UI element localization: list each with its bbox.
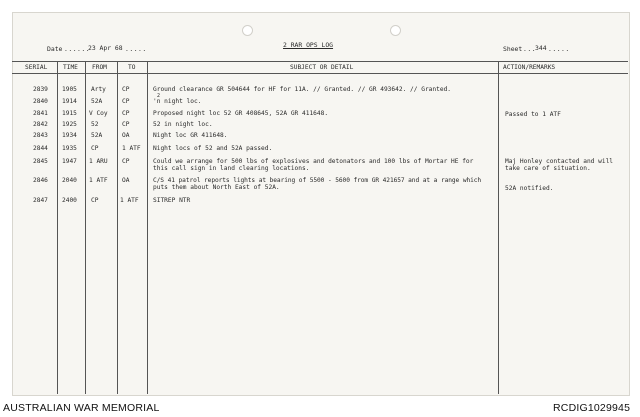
date-value: 23 Apr 68 (88, 44, 123, 52)
sheet-dots-right: ..... (548, 45, 570, 53)
to-cell: 1 ATF (122, 145, 141, 152)
time-cell: 1935 (62, 145, 77, 152)
to-cell: CP (122, 158, 130, 165)
date-label: Date (47, 45, 63, 53)
column-header-from: FROM (92, 64, 107, 71)
to-cell: CP (122, 98, 130, 105)
from-cell: 52A (91, 132, 103, 139)
serial-cell: 2847 (33, 197, 48, 204)
from-cell: 1 ATF (89, 177, 108, 184)
from-cell: 52 (91, 121, 99, 128)
subject-cell-cont: puts them about North East of 52A. (153, 184, 280, 191)
time-cell: 1925 (62, 121, 77, 128)
column-divider (147, 61, 148, 394)
column-header-action: ACTION/REMARKS (503, 64, 556, 71)
time-cell: 2040 (62, 177, 77, 184)
date-dots-left: ...... (64, 45, 91, 53)
time-cell: 1914 (62, 98, 77, 105)
column-divider (85, 61, 86, 394)
column-header-time: TIME (63, 64, 78, 71)
to-cell: OA (122, 132, 130, 139)
serial-cell: 2839 (33, 86, 48, 93)
to-cell: CP (122, 110, 130, 117)
subject-cell: Could we arrange for 500 lbs of explosives and detonators and 100 lbs of Mortar HE for (153, 158, 474, 165)
subject-cell: 52 in night loc. (153, 121, 213, 128)
table-header-rule (12, 73, 628, 74)
from-cell: V Coy (89, 110, 108, 117)
serial-cell: 2843 (33, 132, 48, 139)
action-cell: 52A notified. (505, 185, 554, 192)
from-cell: CP (91, 145, 99, 152)
date-dots-right: ..... (125, 45, 147, 53)
serial-cell: 2846 (33, 177, 48, 184)
from-cell: 52A (91, 98, 103, 105)
serial-cell: 2842 (33, 121, 48, 128)
action-cell: Passed to 1 ATF (505, 111, 561, 118)
subject-cell: C/S 41 patrol reports lights at bearing of 5500 - 5600 from GR 421657 and at a range which (153, 177, 482, 184)
archive-reference: RCDIG1029945 (553, 402, 631, 414)
serial-cell: 2840 (33, 98, 48, 105)
subject-cell: Proposed night loc 52 GR 408645, 52A GR 411648. (153, 110, 329, 117)
column-header-serial: SERIAL (25, 64, 48, 71)
column-divider (498, 61, 499, 394)
from-cell: CP (91, 197, 99, 204)
subject-cell: Night loc GR 411648. (153, 132, 228, 139)
to-cell: 1 ATF (120, 197, 139, 204)
from-cell: Arty (91, 86, 106, 93)
sheet-dots-left: ... (523, 45, 537, 53)
serial-cell: 2845 (33, 158, 48, 165)
column-header-to: TO (128, 64, 136, 71)
column-divider (117, 61, 118, 394)
time-cell: 1915 (62, 110, 77, 117)
column-header-subject: SUBJECT OR DETAIL (290, 64, 354, 71)
serial-cell: 2841 (33, 110, 48, 117)
time-cell: 1947 (62, 158, 77, 165)
to-cell: CP (122, 86, 130, 93)
subject-cell: SITREP NTR (153, 197, 191, 204)
time-cell: 1934 (62, 132, 77, 139)
subject-cell: 'n night loc. (153, 98, 202, 105)
time-cell: 1905 (62, 86, 77, 93)
column-divider (57, 61, 58, 394)
to-cell: CP (122, 121, 130, 128)
punch-hole (242, 25, 253, 36)
action-cell-cont: take care of situation. (505, 165, 591, 172)
from-cell: 1 ARU (89, 158, 108, 165)
subject-cell: Night locs of 52 and 52A passed. (153, 145, 273, 152)
sheet-label: Sheet (503, 45, 523, 53)
action-cell: Maj Honley contacted and will (505, 158, 614, 165)
subject-cell-cont: this call sign in land clearing locations. (153, 165, 310, 172)
table-top-rule (12, 61, 628, 62)
log-title: 2 RAR OPS LOG (283, 41, 334, 49)
time-cell: 2400 (62, 197, 77, 204)
sheet-value: 344 (535, 44, 547, 52)
subject-cell: Ground clearance GR 504644 for HF for 11A. // Granted. // GR 493642. // Granted. (153, 86, 452, 93)
subject-annotation: 2 (157, 93, 161, 99)
archive-credit: AUSTRALIAN WAR MEMORIAL (3, 402, 160, 414)
punch-hole (390, 25, 401, 36)
to-cell: OA (122, 177, 130, 184)
serial-cell: 2844 (33, 145, 48, 152)
